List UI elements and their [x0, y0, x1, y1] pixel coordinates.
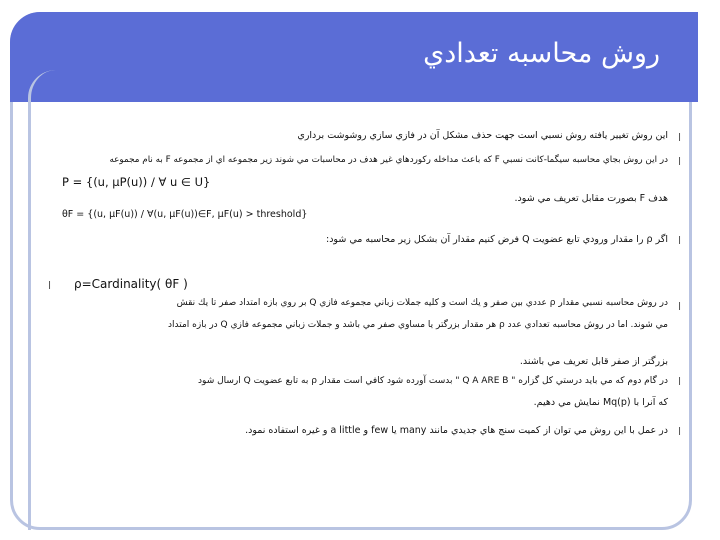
text-line-4: هدف F بصورت مقابل تعريف مي شود. [514, 193, 668, 204]
bullet: l [678, 155, 682, 168]
text-line-8: در روش محاسبه نسبي مقدار ρ عددي بين صفر و يك است و كليه جملات زباني مجموعه فازي Q بر روي بازه امتداد صفر تا يك نقش [176, 298, 668, 308]
text-line-12: كه آنرا با Mq(p) نمايش مي دهيم. [533, 397, 668, 408]
formula-p: P = {(u, μP(u)) / ∀ u ∈ U} [62, 175, 211, 189]
bullet: l [678, 425, 682, 438]
bullet: l [678, 300, 682, 313]
text-line-2: در اين روش بجاي محاسبه سيگما-كانت نسبي F كه باعث مداخله ركوردهاي غير هدف در محاسبات مي شوند زير مجموعه اي از مجموعه F به نام مجموعه [109, 155, 668, 165]
text-line-10: بزرگتر از صفر قابل تعريف مي باشند. [519, 356, 668, 367]
text-line-13: در عمل با اين روش مي توان از كميت سنج هاي جديدي مانند many يا few و a little و غيره استفاده نمود. [245, 425, 668, 436]
text-line-1: اين روش تغيير يافته روش نسبي است جهت حذف مشكل آن در فازي سازي روشوشت برداري [297, 130, 668, 141]
cardinality-formula: ρ=Cardinality( θF ) [74, 277, 188, 291]
bullet: l [678, 234, 682, 247]
slide-title: روش محاسبه تعدادي [423, 38, 660, 69]
text-line-6: اگر ρ را مقدار ورودي تابع عضويت Q فرض كنيم مقدار آن بشكل زير محاسبه مي شود: [326, 234, 668, 245]
bullet: l [678, 375, 682, 388]
formula-theta: θF = {(u, μF(u)) / ∀(u, μF(u))∈F, μF(u) > threshold} [62, 209, 308, 220]
bullet: l [678, 131, 682, 144]
text-line-11: در گام دوم كه مي بايد درستي كل گزاره " Q A ARE B " بدست آورده شود كافي است مقدار ρ به تابع عضويت Q ارسال شود [198, 376, 668, 386]
bullet: l [48, 279, 52, 292]
text-line-9: مي شوند. اما در روش محاسبه تعدادي عدد ρ هر مقدار بزرگتر يا مساوي صفر مي باشد و جملات زباني مجموعه فازي Q در بازه امتداد [168, 320, 668, 330]
